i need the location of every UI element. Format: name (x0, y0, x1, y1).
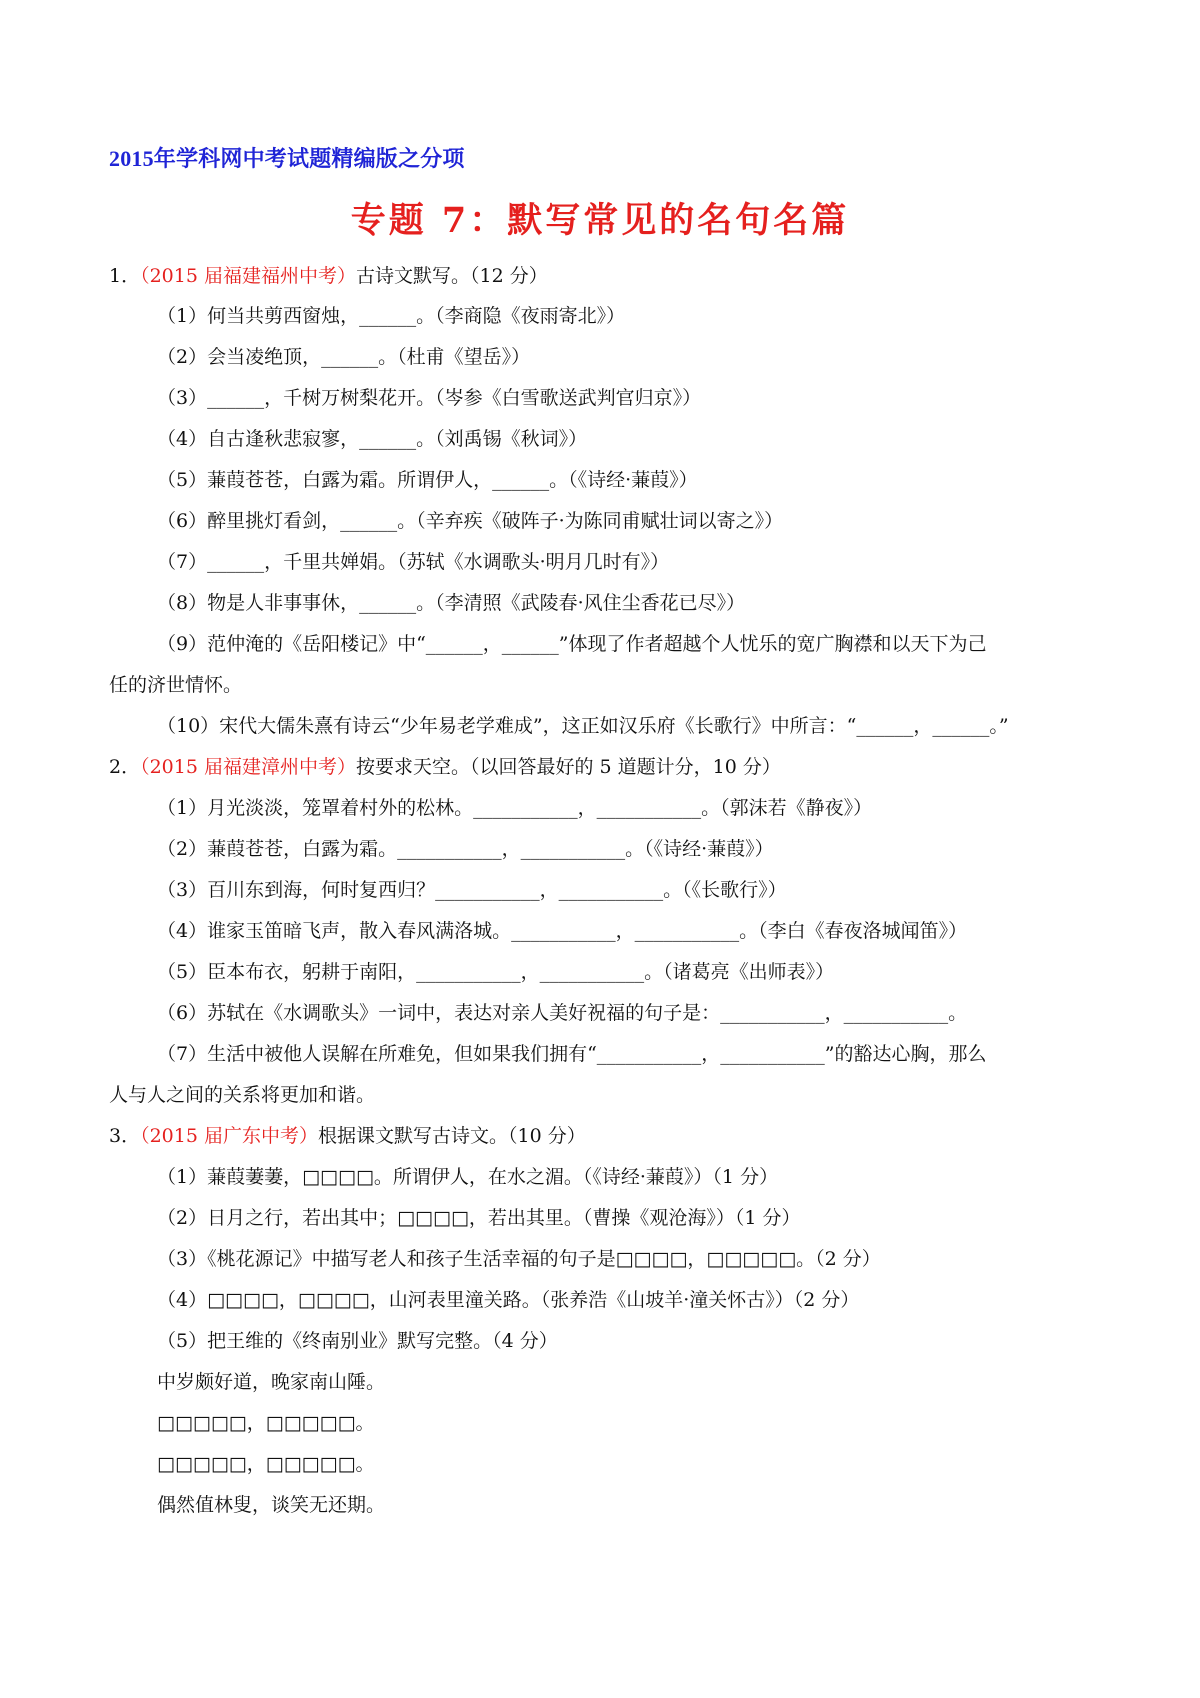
q3-item-3: （3）《桃花源记》中描写老人和孩子生活幸福的句子是□□□□，□□□□□。（2 分） (157, 1248, 881, 1270)
q3-item-4: （4）□□□□，□□□□，山河表里潼关路。（张养浩《山坡羊·潼关怀古》）（2 分） (157, 1289, 860, 1311)
q1-item-7: （7）______，千里共婵娟。（苏轼《水调歌头·明月几时有》） (157, 551, 670, 573)
q2-item-7: （7）生活中被他人误解在所难免，但如果我们拥有“___________，___________”的豁达心胸，那么 (157, 1043, 987, 1065)
question-intro: 按要求天空。（以回答最好的 5 道题计分，10 分） (356, 756, 781, 778)
poem-line-4: 偶然值林叟，谈笑无还期。 (157, 1494, 386, 1516)
series-title: 2015年学科网中考试题精编版之分项 (109, 146, 465, 171)
q2-item-4: （4）谁家玉笛暗飞声，散入春风满洛城。___________，___________。（李白《春夜洛城闻笛》） (157, 920, 968, 942)
q1-item-2: （2）会当凌绝顶，______。（杜甫《望岳》） (157, 346, 531, 368)
topic-title: 专题 7：默写常见的名句名篇 (350, 200, 850, 241)
question-source: （2015 届广东中考） (140, 1125, 318, 1147)
q2-item-5: （5）臣本布衣，躬耕于南阳，___________，___________。（诸葛亮《出师表》） (157, 961, 835, 983)
q1-item-5: （5）蒹葭苍苍，白露为霜。所谓伊人，______。（《诗经·蒹葭》） (157, 469, 698, 491)
question-number: 3． (109, 1125, 141, 1147)
question-number: 1． (109, 265, 141, 287)
q1-item-6: （6）醉里挑灯看剑，______。（辛弃疾《破阵子·为陈同甫赋壮词以寄之》） (157, 510, 784, 532)
q3-item-2: （2）日月之行，若出其中；□□□□，若出其里。（曹操《观沧海》）（1 分） (157, 1207, 801, 1229)
question-source: （2015 届福建漳州中考） (140, 756, 356, 778)
q2-item-7-continued: 人与人之间的关系将更加和谐。 (109, 1084, 376, 1106)
q3-item-5: （5）把王维的《终南别业》默写完整。（4 分） (157, 1330, 558, 1352)
poem-line-3: □□□□□，□□□□□。 (157, 1453, 375, 1475)
q2-item-2: （2）蒹葭苍苍，白露为霜。___________，___________。（《诗经·蒹葭》） (157, 838, 774, 860)
q1-item-8: （8）物是人非事事休，______。（李清照《武陵春·风住尘香花已尽》） (157, 592, 746, 614)
poem-line-1: 中岁颇好道，晚家南山陲。 (157, 1371, 386, 1393)
q2-item-6: （6）苏轼在《水调歌头》一词中，表达对亲人美好祝福的句子是：___________，___________。 (157, 1002, 968, 1024)
q2-item-1: （1）月光淡淡，笼罩着村外的松林。___________，___________。（郭沫若《静夜》） (157, 797, 873, 819)
q3-item-1: （1）蒹葭萋萋，□□□□。所谓伊人，在水之湄。（《诗经·蒹葭》）（1 分） (157, 1166, 779, 1188)
question-number: 2． (109, 756, 141, 778)
question-2-heading (109, 754, 781, 780)
question-1-heading (109, 263, 548, 289)
q1-item-9: （9）范仲淹的《岳阳楼记》中“______，______”体现了作者超越个人忧乐的宽广胸襟和以天下为己 (157, 633, 987, 655)
q1-item-4: （4）自古逢秋悲寂寥，______。（刘禹锡《秋词》） (157, 428, 588, 450)
question-source: （2015 届福建福州中考） (140, 265, 356, 287)
q1-item-1: （1）何当共剪西窗烛，______。（李商隐《夜雨寄北》） (157, 305, 626, 327)
q1-item-3: （3）______，千树万树梨花开。（岑参《白雪歌送武判官归京》） (157, 387, 702, 409)
question-3-heading (109, 1123, 586, 1149)
q1-item-9-continued: 任的济世情怀。 (109, 674, 243, 696)
question-intro: 根据课文默写古诗文。（10 分） (318, 1125, 586, 1147)
q1-item-10: （10）宋代大儒朱熹有诗云“少年易老学难成”，这正如汉乐府《长歌行》中所言：“______，______。” (157, 715, 1009, 737)
q2-item-3: （3）百川东到海，何时复西归？___________，___________。（《长歌行》） (157, 879, 787, 901)
question-intro: 古诗文默写。（12 分） (356, 265, 548, 287)
poem-line-2: □□□□□，□□□□□。 (157, 1412, 375, 1434)
